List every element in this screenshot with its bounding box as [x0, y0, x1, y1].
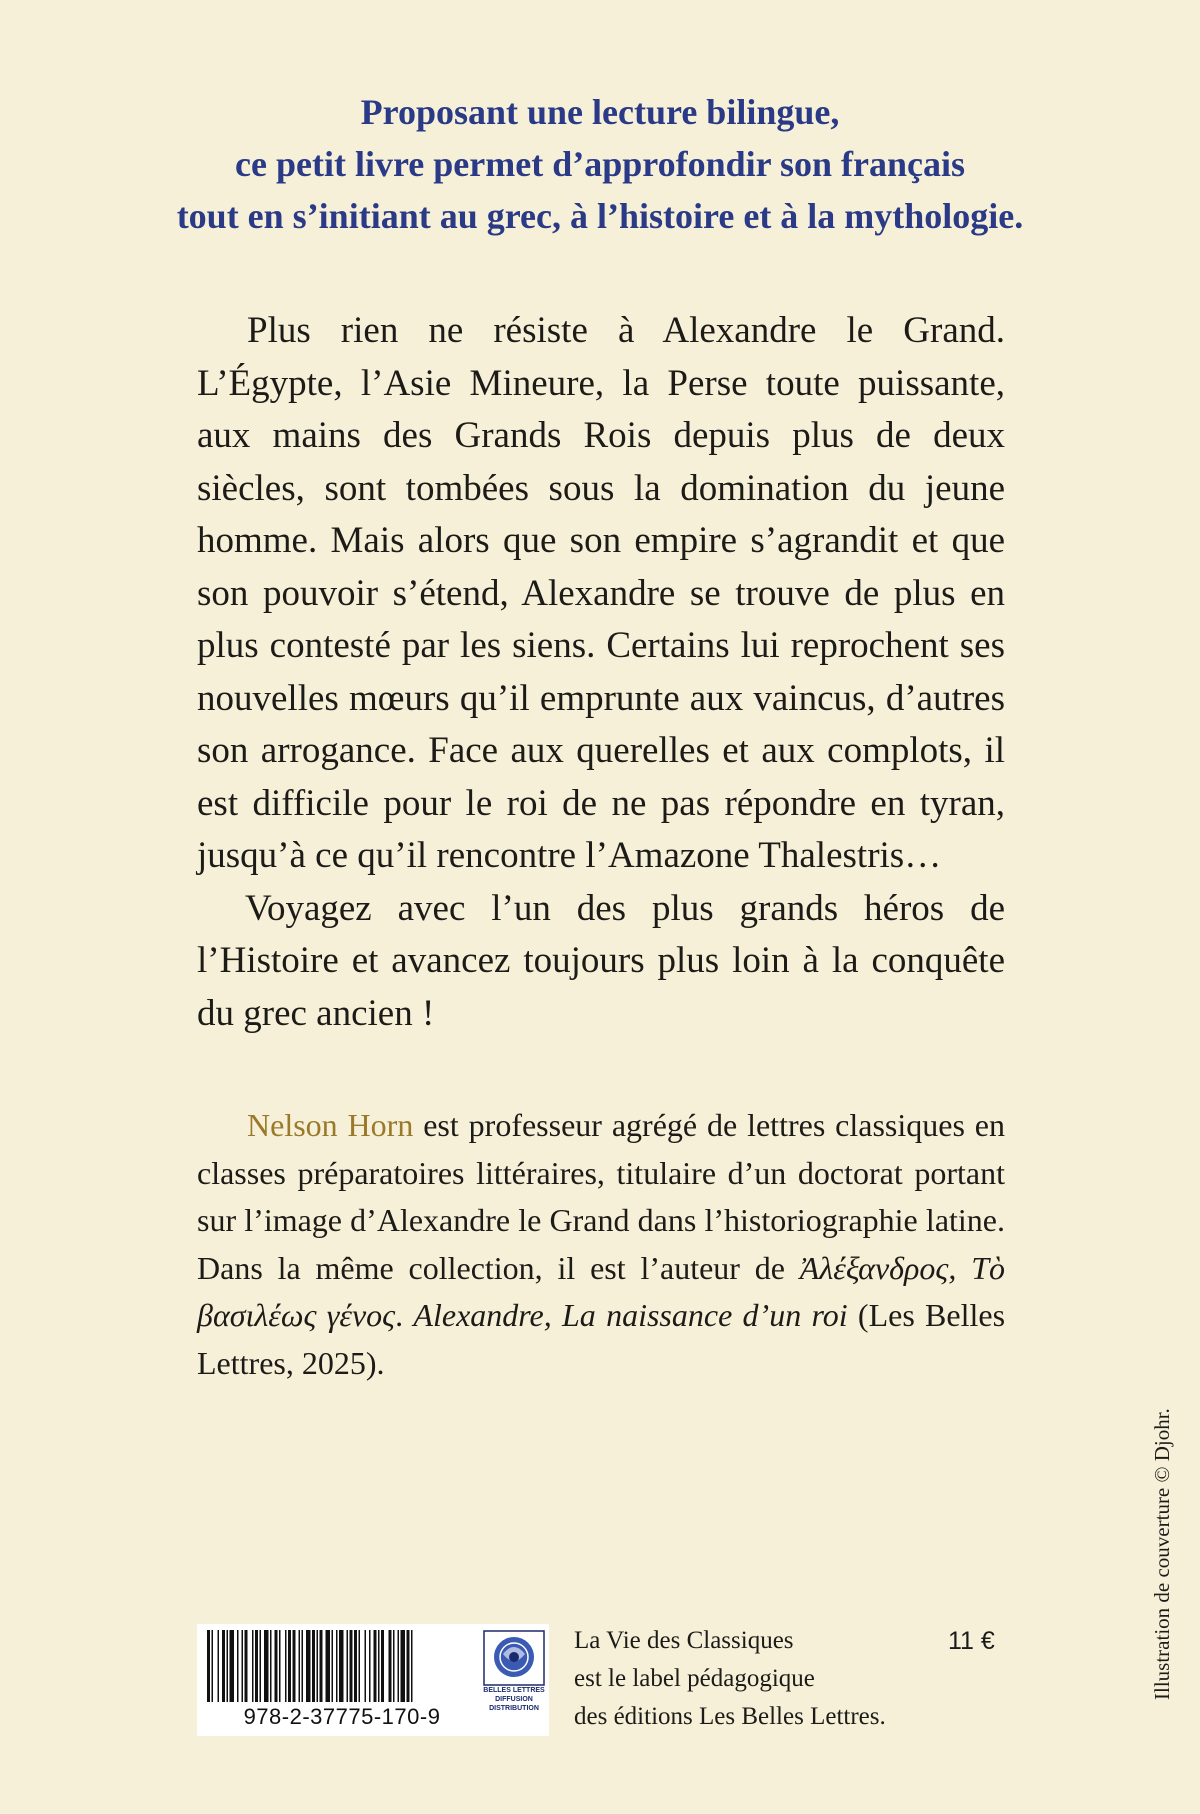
isbn-number: 978-2-37775-170-9 — [243, 1704, 441, 1729]
bio-text: est professeur agrégé de lettres classiques en classes préparatoires littéraires, titulaire d’un doctorat portant sur l’image d’Alexandre le Grand dans l’historiographie latine. Dans la même collection, il est l’auteur de — [197, 1107, 1006, 1286]
author-bio — [197, 1102, 1005, 1387]
label-line: est le label pédagogique — [574, 1665, 815, 1692]
bio-text: (Les Belles Lettres, 2025). — [197, 1297, 1006, 1381]
blurb-paragraph: Voyagez avec l’un des plus grands héros de l’Histoire et avancez toujours plus loin à la conquête du grec ancien ! — [197, 887, 1005, 1034]
label-line: La Vie des Classiques — [574, 1627, 794, 1654]
distributor-logo-icon — [483, 1630, 545, 1730]
label-line: des éditions Les Belles Lettres. — [574, 1703, 886, 1730]
author-name: Nelson Horn — [247, 1107, 414, 1143]
barcode-block — [197, 1624, 549, 1736]
bio-text: . — [395, 1297, 414, 1333]
tagline-line: tout en s’initiant au grec, à l’histoire et à la mythologie. — [176, 196, 1024, 236]
barcode — [205, 1630, 479, 1702]
blurb-paragraph: Plus rien ne résiste à Alexandre le Grand. L’Égypte, l’Asie Mineure, la Perse toute puissante, aux mains des Grands Rois depuis plus de deux siècles, sont tombées sous la domination du jeune homme. Mais alors que son empire s’agrandit et que son pouvoir s’étend, Alexandre se trouve de plus en plus contesté par les siens. Certains lui reprochent ses nouvelles mœurs qu’il emprunte aux vaincus, d’autres son arrogance. Face aux querelles et aux complots, il est difficile pour le roi de ne pas répondre en tyran, jusqu’à ce qu’il rencontre l’Amazone Thalestris… — [197, 310, 1005, 876]
book-title: Alexandre, La naissance d’un roi — [413, 1297, 848, 1333]
distributor-line: DISTRIBUTION — [489, 1705, 539, 1712]
label-statement — [574, 1622, 886, 1736]
cover-credit: Illustration de couverture © Djohr. — [1150, 1408, 1174, 1700]
tagline-line: Proposant une lecture bilingue, — [360, 92, 840, 132]
distributor-line: BELLES LETTRES — [483, 1687, 545, 1694]
distributor-name — [483, 1686, 545, 1713]
tagline — [150, 86, 1050, 242]
greek-title: Ἀλέξανδρος, Τὸ βασιλέως γένος — [197, 1249, 1006, 1333]
tagline-line: ce petit livre permet d’approfondir son français — [235, 144, 965, 184]
distributor-line: DIFFUSION — [495, 1696, 533, 1703]
price: 11 € — [948, 1627, 995, 1655]
blurb — [197, 305, 1005, 1040]
